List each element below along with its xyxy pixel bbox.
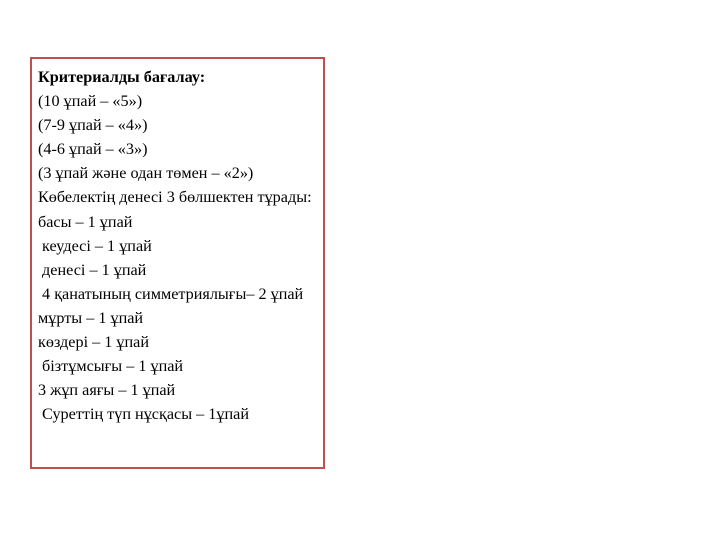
criteria-item: кеудесі – 1 ұпай	[38, 236, 152, 255]
grade-line: (7-9 ұпай – «4»)	[38, 116, 148, 135]
grade-line: (4-6 ұпай – «3»)	[38, 140, 148, 159]
criteria-item: мұрты – 1 ұпай	[38, 308, 144, 327]
criteria-title: Критериалды бағалау:	[38, 68, 206, 86]
criteria-item: басы – 1 ұпай	[38, 212, 133, 231]
grade-line: (10 ұпай – «5»)	[38, 92, 143, 111]
criteria-box	[30, 57, 325, 469]
criteria-item: бізтұмсығы – 1 ұпай	[38, 357, 184, 376]
criteria-item: Суреттің түп нұсқасы – 1ұпай	[38, 405, 249, 424]
grade-line: (3 ұпай және одан төмен – «2»)	[38, 164, 254, 183]
criteria-item: 3 жұп аяғы – 1 ұпай	[38, 381, 176, 400]
criteria-item: денесі – 1 ұпай	[38, 260, 147, 279]
criteria-intro: Көбелектің денесі 3 бөлшектен тұрады:	[38, 188, 312, 207]
criteria-item: көздері – 1 ұпай	[38, 333, 150, 352]
criteria-item: 4 қанатының симметриялығы– 2 ұпай	[38, 284, 304, 303]
